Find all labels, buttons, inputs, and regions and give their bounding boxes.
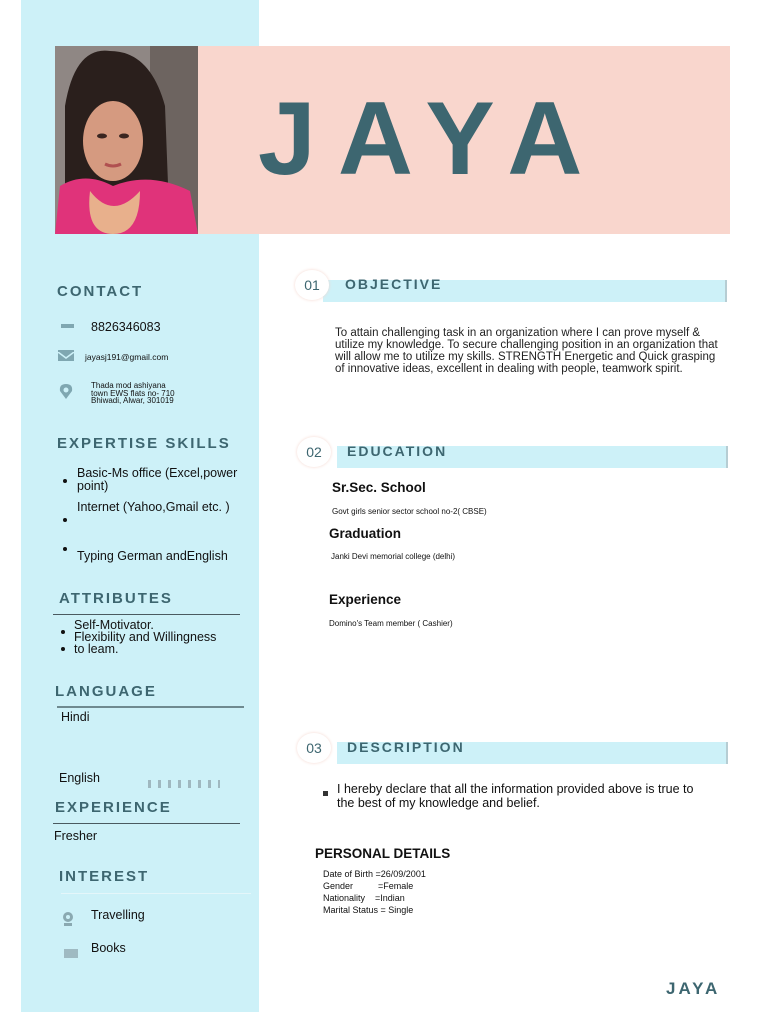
bullet bbox=[61, 630, 65, 634]
objective-text: To attain challenging task in an organization where I can prove myself & utilize my knowledge. To secure challenging position in an organization that will allow me to utilize my skills. STRENGTH Energetic and Quick grasping of innovative ideas, excellent in dealing with people, teamwork spirit. bbox=[335, 327, 718, 375]
objective-heading: OBJECTIVE bbox=[345, 276, 443, 292]
book-icon bbox=[64, 949, 78, 958]
personal-detail-line: Gender =Female bbox=[323, 881, 414, 891]
personal-details-heading: PERSONAL DETAILS bbox=[315, 846, 451, 861]
divider bbox=[53, 614, 240, 615]
bullet bbox=[61, 647, 65, 651]
bullet bbox=[63, 479, 67, 483]
language-item: Hindi bbox=[61, 710, 90, 724]
proficiency-indicator bbox=[148, 780, 220, 788]
bullet bbox=[63, 547, 67, 551]
school-detail: Govt girls senior sector school no-2( CBSE) bbox=[332, 507, 487, 516]
description-heading: DESCRIPTION bbox=[347, 739, 465, 755]
declaration-text: I hereby declare that all the information provided above is true to the best of my knowledge and belief. bbox=[337, 782, 694, 810]
attribute-line: Flexibility and Willingness bbox=[74, 630, 217, 644]
address-line-2: town EWS flats no- 710 bbox=[91, 389, 175, 398]
experience-title: Experience bbox=[329, 592, 402, 607]
personal-detail-line: Date of Birth =26/09/2001 bbox=[323, 869, 426, 879]
personal-detail-line: Marital Status = Single bbox=[323, 905, 414, 915]
email-address[interactable]: jayasj191@gmail.com bbox=[85, 352, 169, 362]
interest-item: Books bbox=[91, 941, 126, 955]
interest-item: Travelling bbox=[91, 908, 145, 922]
skill-item: Basic-Ms office (Excel,power point) bbox=[77, 466, 238, 493]
section-number: 02 bbox=[297, 437, 331, 467]
phone-number: 8826346083 bbox=[91, 320, 161, 334]
email-icon bbox=[58, 350, 74, 361]
address-line-1: Thada mod ashiyana bbox=[91, 381, 166, 390]
school-title: Sr.Sec. School bbox=[332, 480, 426, 495]
address-line-3: Bhiwadi, Alwar, 301019 bbox=[91, 396, 174, 405]
footer-name: JAYA bbox=[666, 979, 721, 998]
section-number: 01 bbox=[295, 270, 329, 300]
phone-icon bbox=[61, 324, 74, 328]
side-experience-heading: EXPERIENCE bbox=[55, 799, 172, 816]
personal-detail-line: Nationality =Indian bbox=[323, 893, 405, 903]
divider bbox=[53, 823, 240, 824]
bullet bbox=[63, 518, 67, 522]
experience-detail: Domino's Team member ( Cashier) bbox=[329, 619, 453, 628]
language-heading: LANGUAGE bbox=[55, 683, 157, 700]
skills-heading: EXPERTISE SKILLS bbox=[57, 435, 231, 452]
profile-photo bbox=[55, 46, 198, 234]
candidate-name: JAYA bbox=[258, 81, 605, 197]
attributes-heading: ATTRIBUTES bbox=[59, 590, 173, 607]
interest-heading: INTEREST bbox=[59, 868, 150, 885]
divider bbox=[61, 893, 251, 894]
divider bbox=[57, 706, 244, 708]
graduation-title: Graduation bbox=[329, 526, 402, 541]
education-heading: EDUCATION bbox=[347, 443, 448, 459]
travel-icon bbox=[61, 911, 75, 928]
graduation-detail: Janki Devi memorial college (delhi) bbox=[331, 552, 456, 561]
skill-item: Internet (Yahoo,Gmail etc. ) bbox=[77, 500, 230, 514]
attribute-line: Self-Motivator. bbox=[74, 618, 154, 632]
location-icon bbox=[59, 383, 73, 400]
bullet bbox=[323, 791, 328, 796]
portrait-image bbox=[55, 46, 198, 234]
contact-heading: CONTACT bbox=[57, 283, 144, 300]
experience-value: Fresher bbox=[54, 829, 98, 843]
section-number: 03 bbox=[297, 733, 331, 763]
language-item: English bbox=[59, 771, 100, 785]
attribute-line: to leam. bbox=[74, 642, 119, 656]
skill-item: Typing German andEnglish bbox=[77, 549, 228, 563]
